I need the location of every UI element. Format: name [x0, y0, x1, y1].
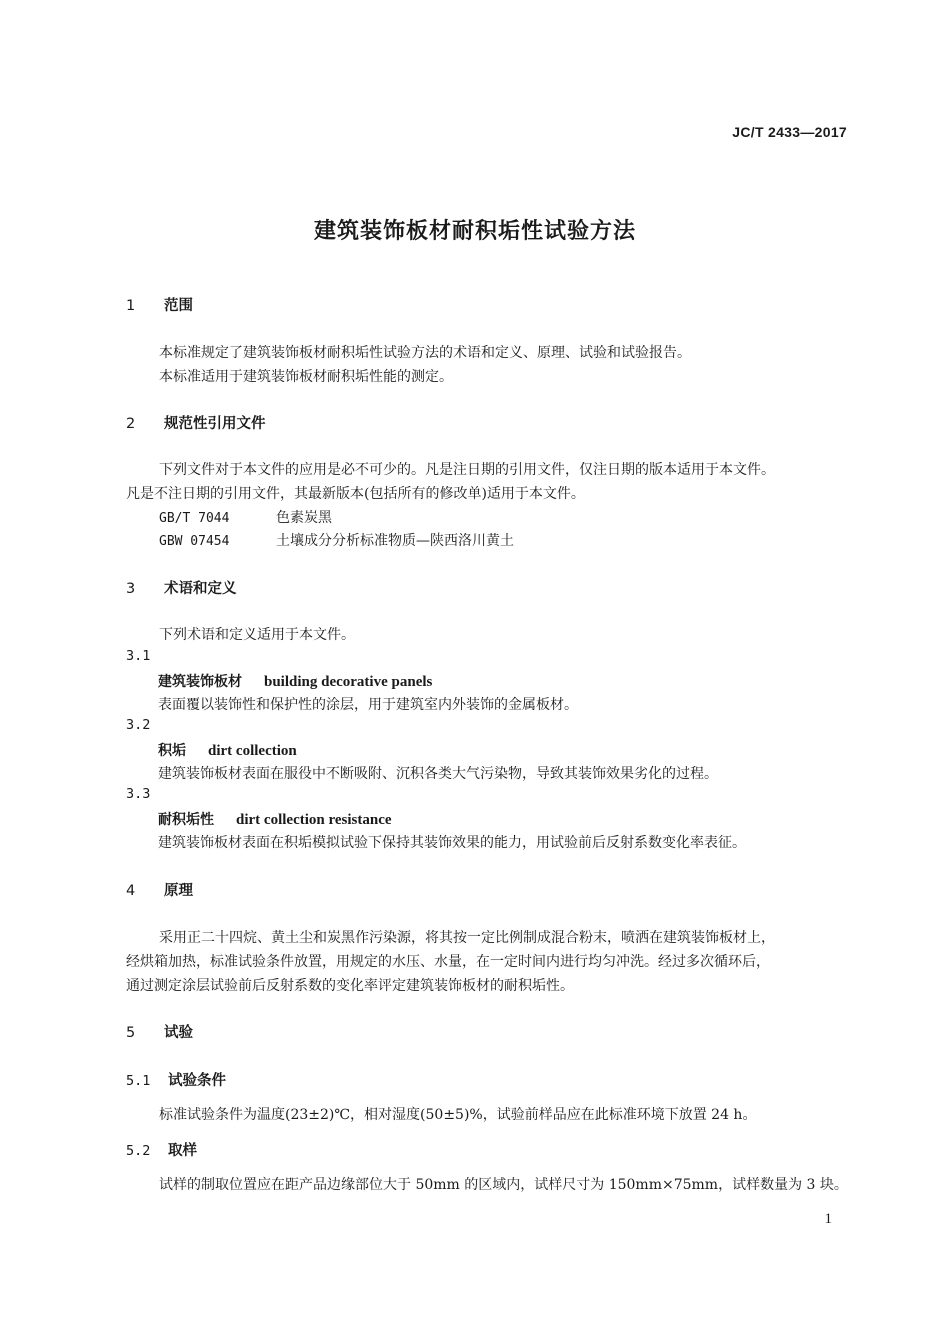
subsection-title: 试验条件 [168, 1073, 226, 1089]
subsection-title: 取样 [168, 1143, 197, 1159]
term-english: building decorative panels [264, 674, 433, 690]
term-english: dirt collection resistance [236, 812, 392, 828]
term-chinese: 耐积垢性 [158, 812, 214, 828]
term-number: 3.3 [126, 786, 151, 802]
section-number: 1 [126, 298, 136, 314]
term-definition: 建筑装饰板材表面在积垢模拟试验下保持其装饰效果的能力，用试验前后反射系数变化率表征。 [158, 835, 746, 851]
section-2-paragraph-line-1: 下列文件对于本文件的应用是必不可少的。凡是注日期的引用文件，仅注日期的版本适用于本文件。 [159, 462, 775, 478]
term-english: dirt collection [208, 743, 297, 759]
term-definition: 表面覆以装饰性和保护性的涂层，用于建筑室内外装饰的金属板材。 [158, 697, 578, 713]
section-1-paragraph-2: 本标准适用于建筑装饰板材耐积垢性能的测定。 [159, 369, 453, 385]
term-chinese: 积垢 [158, 743, 186, 759]
document-title: 建筑装饰板材耐积垢性试验方法 [313, 219, 636, 244]
subsection-number: 5.2 [126, 1143, 151, 1159]
reference-code: GBW 07454 [159, 534, 230, 549]
term-number: 3.1 [126, 648, 151, 664]
reference-item [159, 530, 514, 550]
reference-name: 色素炭黑 [276, 510, 332, 526]
section-2-paragraph-line-2: 凡是不注日期的引用文件，其最新版本(包括所有的修改单)适用于本文件。 [126, 486, 585, 502]
section-title: 术语和定义 [164, 581, 237, 597]
section-title: 原理 [164, 883, 193, 899]
section-3-intro: 下列术语和定义适用于本文件。 [159, 627, 355, 643]
section-4-heading [126, 879, 193, 900]
section-2-heading [126, 412, 266, 433]
section-number: 5 [126, 1025, 136, 1041]
section-title: 范围 [164, 298, 193, 314]
section-3-heading [126, 577, 237, 598]
section-number: 2 [126, 416, 136, 432]
section-4-line-2: 经烘箱加热，标准试验条件放置，用规定的水压、水量，在一定时间内进行均匀冲洗。经过多次循环后， [126, 954, 770, 970]
section-number: 3 [126, 581, 136, 597]
page-number: 1 [824, 1211, 832, 1227]
standard-code: JC/T 2433—2017 [732, 124, 847, 140]
term-definition: 建筑装饰板材表面在服役中不断吸附、沉积各类大气污染物，导致其装饰效果劣化的过程。 [158, 766, 718, 782]
term-number: 3.2 [126, 717, 151, 733]
subsection-5-1-heading [126, 1069, 226, 1090]
term-heading [158, 671, 432, 691]
subsection-5-2-text: 试样的制取位置应在距产品边缘部位大于 50mm 的区域内，试样尺寸为 150mm×75mm，试样数量为 3 块。 [159, 1177, 848, 1193]
section-title: 试验 [164, 1025, 193, 1041]
subsection-number: 5.1 [126, 1073, 151, 1089]
section-title: 规范性引用文件 [164, 416, 266, 432]
section-4-line-1: 采用正二十四烷、黄土尘和炭黑作污染源，将其按一定比例制成混合粉末，喷洒在建筑装饰板材上， [159, 930, 775, 946]
section-1-heading [126, 294, 193, 315]
subsection-5-1-text: 标准试验条件为温度(23±2)℃，相对湿度(50±5)%，试验前样品应在此标准环境下放置 24 h。 [159, 1107, 757, 1123]
term-heading [158, 740, 297, 760]
section-1-paragraph-1: 本标准规定了建筑装饰板材耐积垢性试验方法的术语和定义、原理、试验和试验报告。 [159, 345, 691, 361]
subsection-5-2-heading [126, 1139, 197, 1160]
section-number: 4 [126, 883, 136, 899]
term-heading [158, 809, 392, 829]
reference-code: GB/T 7044 [159, 511, 230, 526]
reference-name: 土壤成分分析标准物质—陕西洛川黄土 [276, 533, 514, 549]
section-4-line-3: 通过测定涂层试验前后反射系数的变化率评定建筑装饰板材的耐积垢性。 [126, 978, 574, 994]
section-5-heading [126, 1021, 193, 1042]
reference-item [159, 507, 332, 527]
term-chinese: 建筑装饰板材 [158, 674, 242, 690]
